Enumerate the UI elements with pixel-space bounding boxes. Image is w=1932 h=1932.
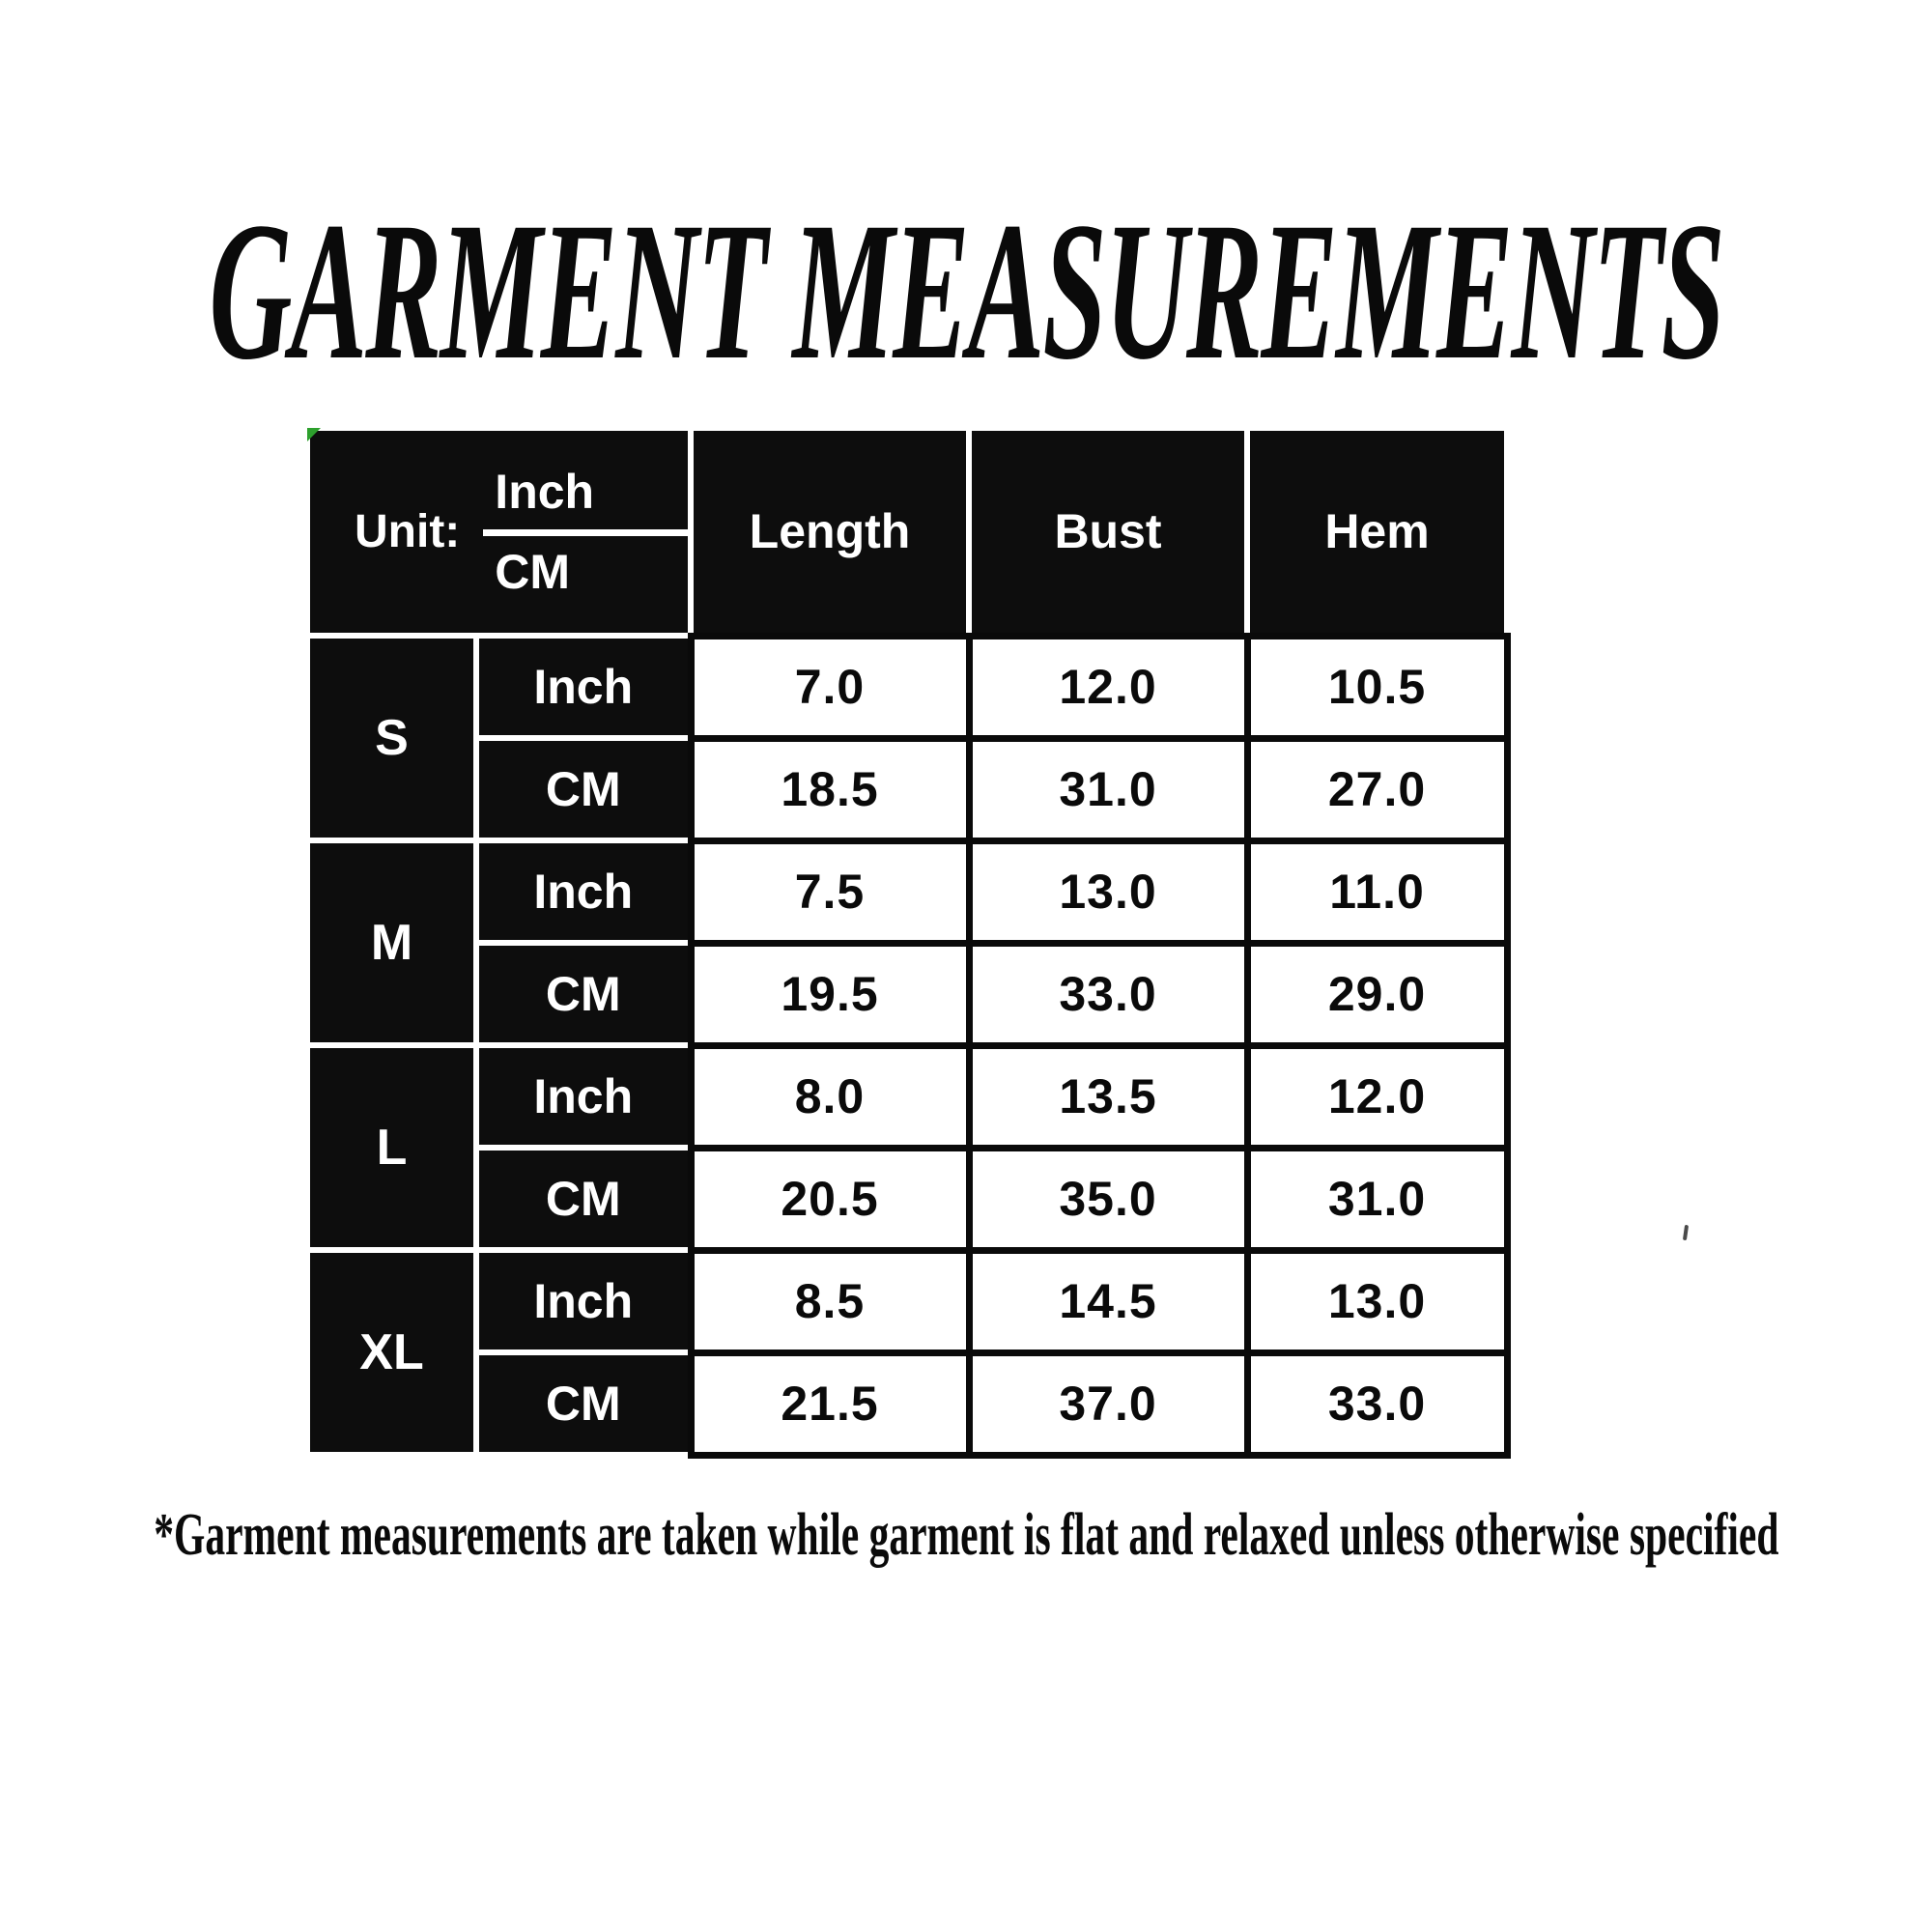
measurements-table-area [304,425,1511,1459]
unit-header-cell [307,428,691,636]
size-label-m: M [307,840,476,1045]
measurements-table [304,425,1511,1459]
value-s-cm-bust: 31.0 [969,738,1247,840]
unit-fraction [483,464,688,600]
column-header-bust: Bust [969,428,1247,636]
page-title-area [0,181,1932,401]
row-unit-label-inch: Inch [476,1045,691,1148]
row-s-inch [307,636,1507,738]
value-m-inch-hem: 11.0 [1247,840,1507,943]
value-m-cm-bust: 33.0 [969,943,1247,1045]
value-l-cm-bust: 35.0 [969,1148,1247,1250]
value-s-cm-hem: 27.0 [1247,738,1507,840]
value-l-cm-length: 20.5 [691,1148,969,1250]
unit-option-inch: Inch [483,464,688,536]
value-m-cm-length: 19.5 [691,943,969,1045]
size-label-l: L [307,1045,476,1250]
value-xl-cm-hem: 33.0 [1247,1352,1507,1455]
row-l-cm [307,1148,1507,1250]
value-m-inch-length: 7.5 [691,840,969,943]
row-unit-label-cm: CM [476,1148,691,1250]
row-unit-label-cm: CM [476,943,691,1045]
row-unit-label-inch: Inch [476,1250,691,1352]
value-xl-inch-length: 8.5 [691,1250,969,1352]
value-l-inch-length: 8.0 [691,1045,969,1148]
size-label-xl: XL [307,1250,476,1455]
row-unit-label-cm: CM [476,1352,691,1455]
size-label-s: S [307,636,476,840]
row-unit-label-cm: CM [476,738,691,840]
row-xl-inch [307,1250,1507,1352]
photo-artifact-mark [1683,1225,1689,1240]
footnote-area [0,1499,1932,1571]
value-s-cm-length: 18.5 [691,738,969,840]
value-l-cm-hem: 31.0 [1247,1148,1507,1250]
row-m-cm [307,943,1507,1045]
row-unit-label-inch: Inch [476,840,691,943]
row-s-cm [307,738,1507,840]
value-s-inch-bust: 12.0 [969,636,1247,738]
unit-label: Unit: [355,506,461,557]
value-m-inch-bust: 13.0 [969,840,1247,943]
unit-selector-display [310,464,688,600]
column-header-hem: Hem [1247,428,1507,636]
column-header-length: Length [691,428,969,636]
value-xl-inch-bust: 14.5 [969,1250,1247,1352]
unit-option-cm: CM [495,545,571,599]
row-m-inch [307,840,1507,943]
value-l-inch-hem: 12.0 [1247,1045,1507,1148]
value-xl-cm-bust: 37.0 [969,1352,1247,1455]
footnote: *Garment measurements are taken while garment is flat and relaxed unless otherwise specified [153,1502,1779,1568]
value-s-inch-length: 7.0 [691,636,969,738]
row-l-inch [307,1045,1507,1148]
row-xl-cm [307,1352,1507,1455]
value-m-cm-hem: 29.0 [1247,943,1507,1045]
value-s-inch-hem: 10.5 [1247,636,1507,738]
table-header-row [307,428,1507,636]
value-l-inch-bust: 13.5 [969,1045,1247,1148]
value-xl-inch-hem: 13.0 [1247,1250,1507,1352]
page-title: GARMENT MEASUREMENTS [209,181,1723,401]
row-unit-label-inch: Inch [476,636,691,738]
green-corner-marker-icon [307,428,321,441]
value-xl-cm-length: 21.5 [691,1352,969,1455]
